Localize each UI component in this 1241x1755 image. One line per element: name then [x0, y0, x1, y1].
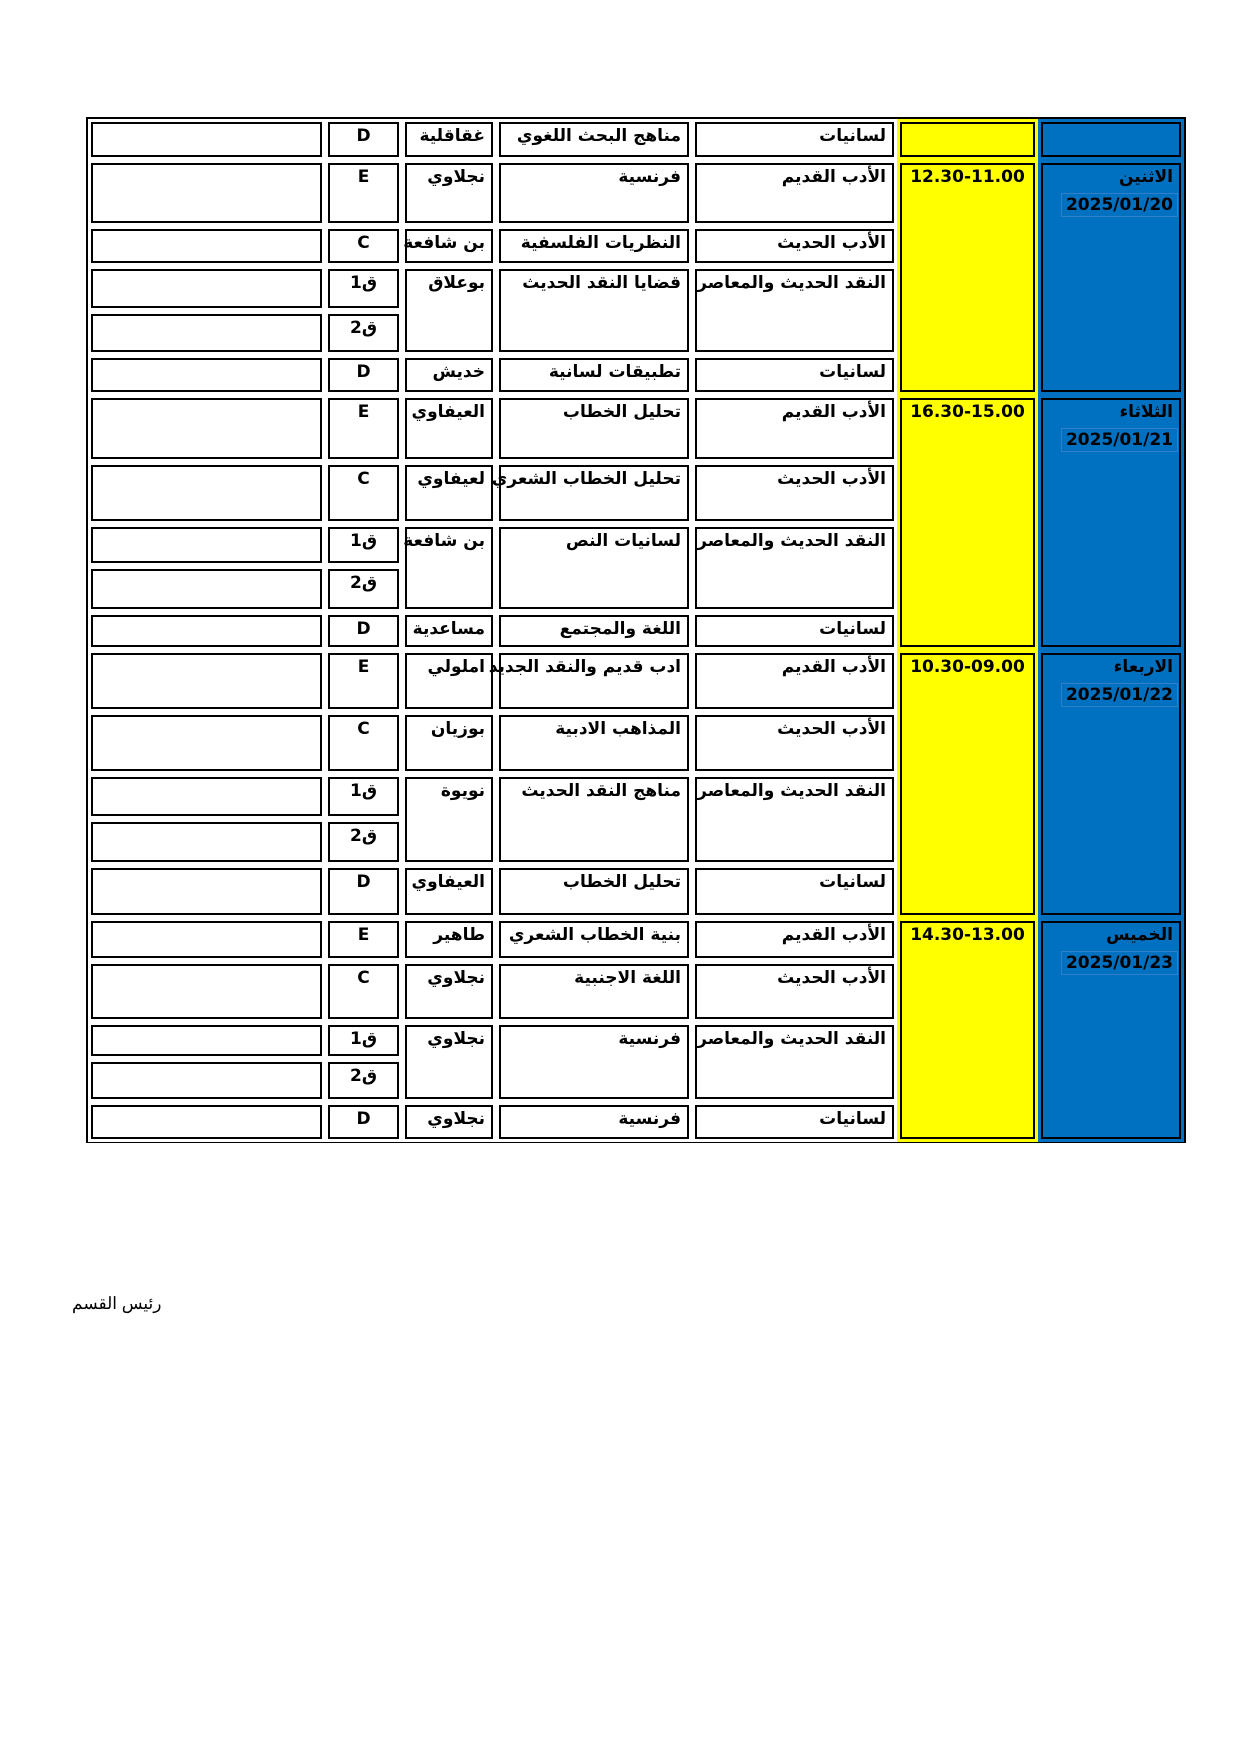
- group-cell-text: C: [357, 968, 370, 988]
- specialty-cell-text: الأدب القديم: [781, 657, 886, 677]
- module-cell: [496, 961, 692, 1022]
- day-date: 2025/01/23: [1062, 952, 1177, 974]
- teacher-cell-text: طاهير: [433, 925, 485, 945]
- specialty-cell-text: الأدب القديم: [781, 402, 886, 422]
- group-cell-text: D: [356, 619, 371, 639]
- group-cell-text: D: [356, 872, 371, 892]
- teacher-cell: [402, 865, 496, 918]
- specialty-cell: [692, 774, 897, 865]
- group-cell: [325, 918, 402, 961]
- notes-cell: [88, 311, 325, 355]
- notes-cell: [88, 160, 325, 226]
- day-cell: [1038, 918, 1184, 1142]
- specialty-cell: [692, 865, 897, 918]
- module-cell: [496, 918, 692, 961]
- group-cell-text: ق2: [349, 826, 378, 846]
- group-cell: [325, 961, 402, 1022]
- module-cell-text: اللغة الاجنبية: [574, 968, 681, 988]
- teacher-cell: [402, 160, 496, 226]
- teacher-cell: [402, 524, 496, 612]
- notes-cell: [88, 1059, 325, 1102]
- group-cell-text: C: [357, 719, 370, 739]
- specialty-cell: [692, 612, 897, 650]
- group-cell: [325, 819, 402, 865]
- group-cell: [325, 1059, 402, 1102]
- group-cell: [325, 712, 402, 774]
- module-cell-text: لسانيات النص: [565, 531, 681, 551]
- notes-cell: [88, 566, 325, 612]
- day-cell: [1038, 395, 1184, 650]
- day-name: الاثنين: [1118, 167, 1173, 187]
- group-cell: [325, 774, 402, 819]
- group-cell-text: ق2: [349, 1066, 378, 1086]
- specialty-cell: [692, 1022, 897, 1102]
- time-cell: [897, 119, 1038, 160]
- notes-cell: [88, 819, 325, 865]
- day-date: 2025/01/22: [1062, 684, 1177, 706]
- group-cell-text: E: [357, 657, 370, 677]
- teacher-cell-text: املولي: [427, 657, 485, 677]
- module-cell-text: اللغة والمجتمع: [559, 619, 681, 639]
- group-cell: [325, 524, 402, 566]
- module-cell-text: تطبيقات لسانية: [548, 362, 681, 382]
- specialty-cell-text: لسانيات: [819, 619, 886, 639]
- specialty-cell-text: النقد الحديث والمعاصر: [697, 781, 886, 801]
- teacher-cell: [402, 774, 496, 865]
- exam-schedule-table: [86, 117, 1186, 1143]
- teacher-cell-text: لعيفاوي: [417, 469, 485, 489]
- notes-cell: [88, 1102, 325, 1142]
- module-cell: [496, 226, 692, 266]
- teacher-cell: [402, 961, 496, 1022]
- teacher-cell: [402, 119, 496, 160]
- specialty-cell-text: الأدب الحديث: [777, 469, 886, 489]
- notes-cell: [88, 612, 325, 650]
- specialty-cell: [692, 712, 897, 774]
- group-cell: [325, 311, 402, 355]
- notes-cell: [88, 774, 325, 819]
- notes-cell: [88, 395, 325, 462]
- module-cell: [496, 266, 692, 355]
- specialty-cell: [692, 961, 897, 1022]
- teacher-cell-text: نويوة: [440, 781, 485, 801]
- module-cell: [496, 524, 692, 612]
- group-cell: [325, 612, 402, 650]
- specialty-cell-text: الأدب الحديث: [777, 968, 886, 988]
- group-cell-text: ق1: [349, 531, 378, 551]
- group-cell: [325, 865, 402, 918]
- group-cell: [325, 566, 402, 612]
- module-cell-text: تحليل الخطاب: [562, 402, 681, 422]
- notes-cell: [88, 865, 325, 918]
- group-cell-text: C: [357, 233, 370, 253]
- specialty-cell: [692, 355, 897, 395]
- teacher-cell-text: بن شافعة: [403, 233, 485, 253]
- teacher-cell-text: بن شافعة: [403, 531, 485, 551]
- group-cell: [325, 650, 402, 712]
- group-cell: [325, 226, 402, 266]
- specialty-cell-text: الأدب القديم: [781, 167, 886, 187]
- department-head-signature-label: رئيس القسم: [72, 1294, 162, 1313]
- teacher-cell: [402, 266, 496, 355]
- group-cell-text: E: [357, 167, 370, 187]
- group-cell-text: D: [356, 126, 371, 146]
- specialty-cell-text: لسانيات: [819, 1109, 886, 1129]
- notes-cell: [88, 524, 325, 566]
- module-cell-text: بنية الخطاب الشعري: [508, 925, 681, 945]
- day-date: 2025/01/20: [1062, 194, 1177, 216]
- notes-cell: [88, 1022, 325, 1059]
- module-cell-text: تحليل الخطاب الشعري: [491, 469, 681, 489]
- specialty-cell: [692, 160, 897, 226]
- notes-cell: [88, 712, 325, 774]
- day-cell: [1038, 119, 1184, 160]
- notes-cell: [88, 226, 325, 266]
- teacher-cell: [402, 1022, 496, 1102]
- teacher-cell: [402, 395, 496, 462]
- teacher-cell: [402, 650, 496, 712]
- teacher-cell: [402, 712, 496, 774]
- day-cell: [1038, 160, 1184, 395]
- notes-cell: [88, 119, 325, 160]
- group-cell: [325, 462, 402, 524]
- specialty-cell-text: الأدب الحديث: [777, 719, 886, 739]
- module-cell: [496, 774, 692, 865]
- specialty-cell-text: لسانيات: [819, 126, 886, 146]
- module-cell-text: مناهج النقد الحديث: [521, 781, 681, 801]
- notes-cell: [88, 650, 325, 712]
- group-cell-text: ق1: [349, 781, 378, 801]
- specialty-cell-text: النقد الحديث والمعاصر: [697, 273, 886, 293]
- teacher-cell: [402, 612, 496, 650]
- module-cell-text: ادب قديم والنقد الجديد: [488, 657, 681, 677]
- specialty-cell: [692, 119, 897, 160]
- group-cell-text: ق2: [349, 318, 378, 338]
- module-cell-text: قضايا النقد الحديث: [522, 273, 681, 293]
- day-name: الاربعاء: [1113, 657, 1173, 677]
- specialty-cell: [692, 524, 897, 612]
- specialty-cell-text: النقد الحديث والمعاصر: [697, 531, 886, 551]
- group-cell: [325, 355, 402, 395]
- module-cell-text: فرنسية: [618, 1109, 681, 1129]
- exam-time: [897, 160, 1038, 395]
- teacher-cell-text: بوزيان: [430, 719, 485, 739]
- module-cell: [488, 650, 692, 712]
- teacher-cell-text: نجلاوي: [427, 1029, 485, 1049]
- teacher-cell: [402, 1102, 496, 1142]
- exam-time: [897, 918, 1038, 1142]
- module-cell: [496, 355, 692, 395]
- notes-cell: [88, 355, 325, 395]
- group-cell-text: ق1: [349, 273, 378, 293]
- exam-time-text: 14.30-13.00: [910, 925, 1025, 945]
- module-cell-text: المذاهب الادبية: [555, 719, 681, 739]
- specialty-cell: [692, 266, 897, 355]
- specialty-cell-text: الأدب الحديث: [777, 233, 886, 253]
- module-cell-text: مناهج البحث اللغوي: [516, 126, 681, 146]
- teacher-cell: [402, 918, 496, 961]
- teacher-cell-text: نجلاوي: [427, 968, 485, 988]
- module-cell-text: النظريات الفلسفية: [520, 233, 681, 253]
- teacher-cell-text: غقاقلية: [419, 126, 485, 146]
- exam-time-text: 16.30-15.00: [910, 402, 1025, 422]
- module-cell-text: تحليل الخطاب: [562, 872, 681, 892]
- group-cell-text: ق2: [349, 573, 378, 593]
- exam-time: [897, 650, 1038, 918]
- group-cell-text: D: [356, 362, 371, 382]
- exam-time: [897, 395, 1038, 650]
- teacher-cell: [402, 226, 496, 266]
- module-cell: [496, 160, 692, 226]
- teacher-cell-text: العيفاوي: [411, 872, 485, 892]
- teacher-cell-text: نجلاوي: [427, 167, 485, 187]
- module-cell: [496, 1022, 692, 1102]
- notes-cell: [88, 961, 325, 1022]
- group-cell-text: E: [357, 925, 370, 945]
- specialty-cell-text: لسانيات: [819, 362, 886, 382]
- module-cell: [491, 462, 692, 524]
- teacher-cell: [402, 462, 496, 524]
- module-cell-text: فرنسية: [618, 1029, 681, 1049]
- group-cell-text: ق1: [349, 1029, 378, 1049]
- specialty-cell: [692, 918, 897, 961]
- module-cell: [496, 712, 692, 774]
- group-cell-text: C: [357, 469, 370, 489]
- notes-cell: [88, 266, 325, 311]
- module-cell: [496, 119, 692, 160]
- teacher-cell: [402, 355, 496, 395]
- module-cell: [496, 1102, 692, 1142]
- specialty-cell: [692, 226, 897, 266]
- day-name: الثلاثاء: [1119, 402, 1173, 422]
- teacher-cell-text: نجلاوي: [427, 1109, 485, 1129]
- notes-cell: [88, 462, 325, 524]
- module-cell: [496, 612, 692, 650]
- module-cell-text: فرنسية: [618, 167, 681, 187]
- group-cell-text: E: [357, 402, 370, 422]
- day-name: الخميس: [1106, 925, 1173, 945]
- teacher-cell-text: العيفاوي: [411, 402, 485, 422]
- notes-cell: [88, 918, 325, 961]
- exam-time-text: 10.30-09.00: [910, 657, 1025, 677]
- specialty-cell-text: الأدب القديم: [781, 925, 886, 945]
- exam-time-text: 12.30-11.00: [910, 167, 1025, 187]
- teacher-cell-text: بوعلاق: [428, 273, 485, 293]
- teacher-cell-text: خديش: [432, 362, 485, 382]
- teacher-cell-text: مساعدية: [412, 619, 485, 639]
- specialty-cell: [692, 1102, 897, 1142]
- specialty-cell-text: النقد الحديث والمعاصر: [697, 1029, 886, 1049]
- group-cell: [325, 395, 402, 462]
- module-cell: [496, 865, 692, 918]
- group-cell: [325, 1022, 402, 1059]
- day-date: 2025/01/21: [1062, 429, 1177, 451]
- group-cell: [325, 160, 402, 226]
- group-cell: [325, 266, 402, 311]
- specialty-cell: [692, 462, 897, 524]
- module-cell: [496, 395, 692, 462]
- group-cell-text: D: [356, 1109, 371, 1129]
- group-cell: [325, 119, 402, 160]
- specialty-cell: [692, 395, 897, 462]
- specialty-cell: [692, 650, 897, 712]
- day-cell: [1038, 650, 1184, 918]
- specialty-cell-text: لسانيات: [819, 872, 886, 892]
- group-cell: [325, 1102, 402, 1142]
